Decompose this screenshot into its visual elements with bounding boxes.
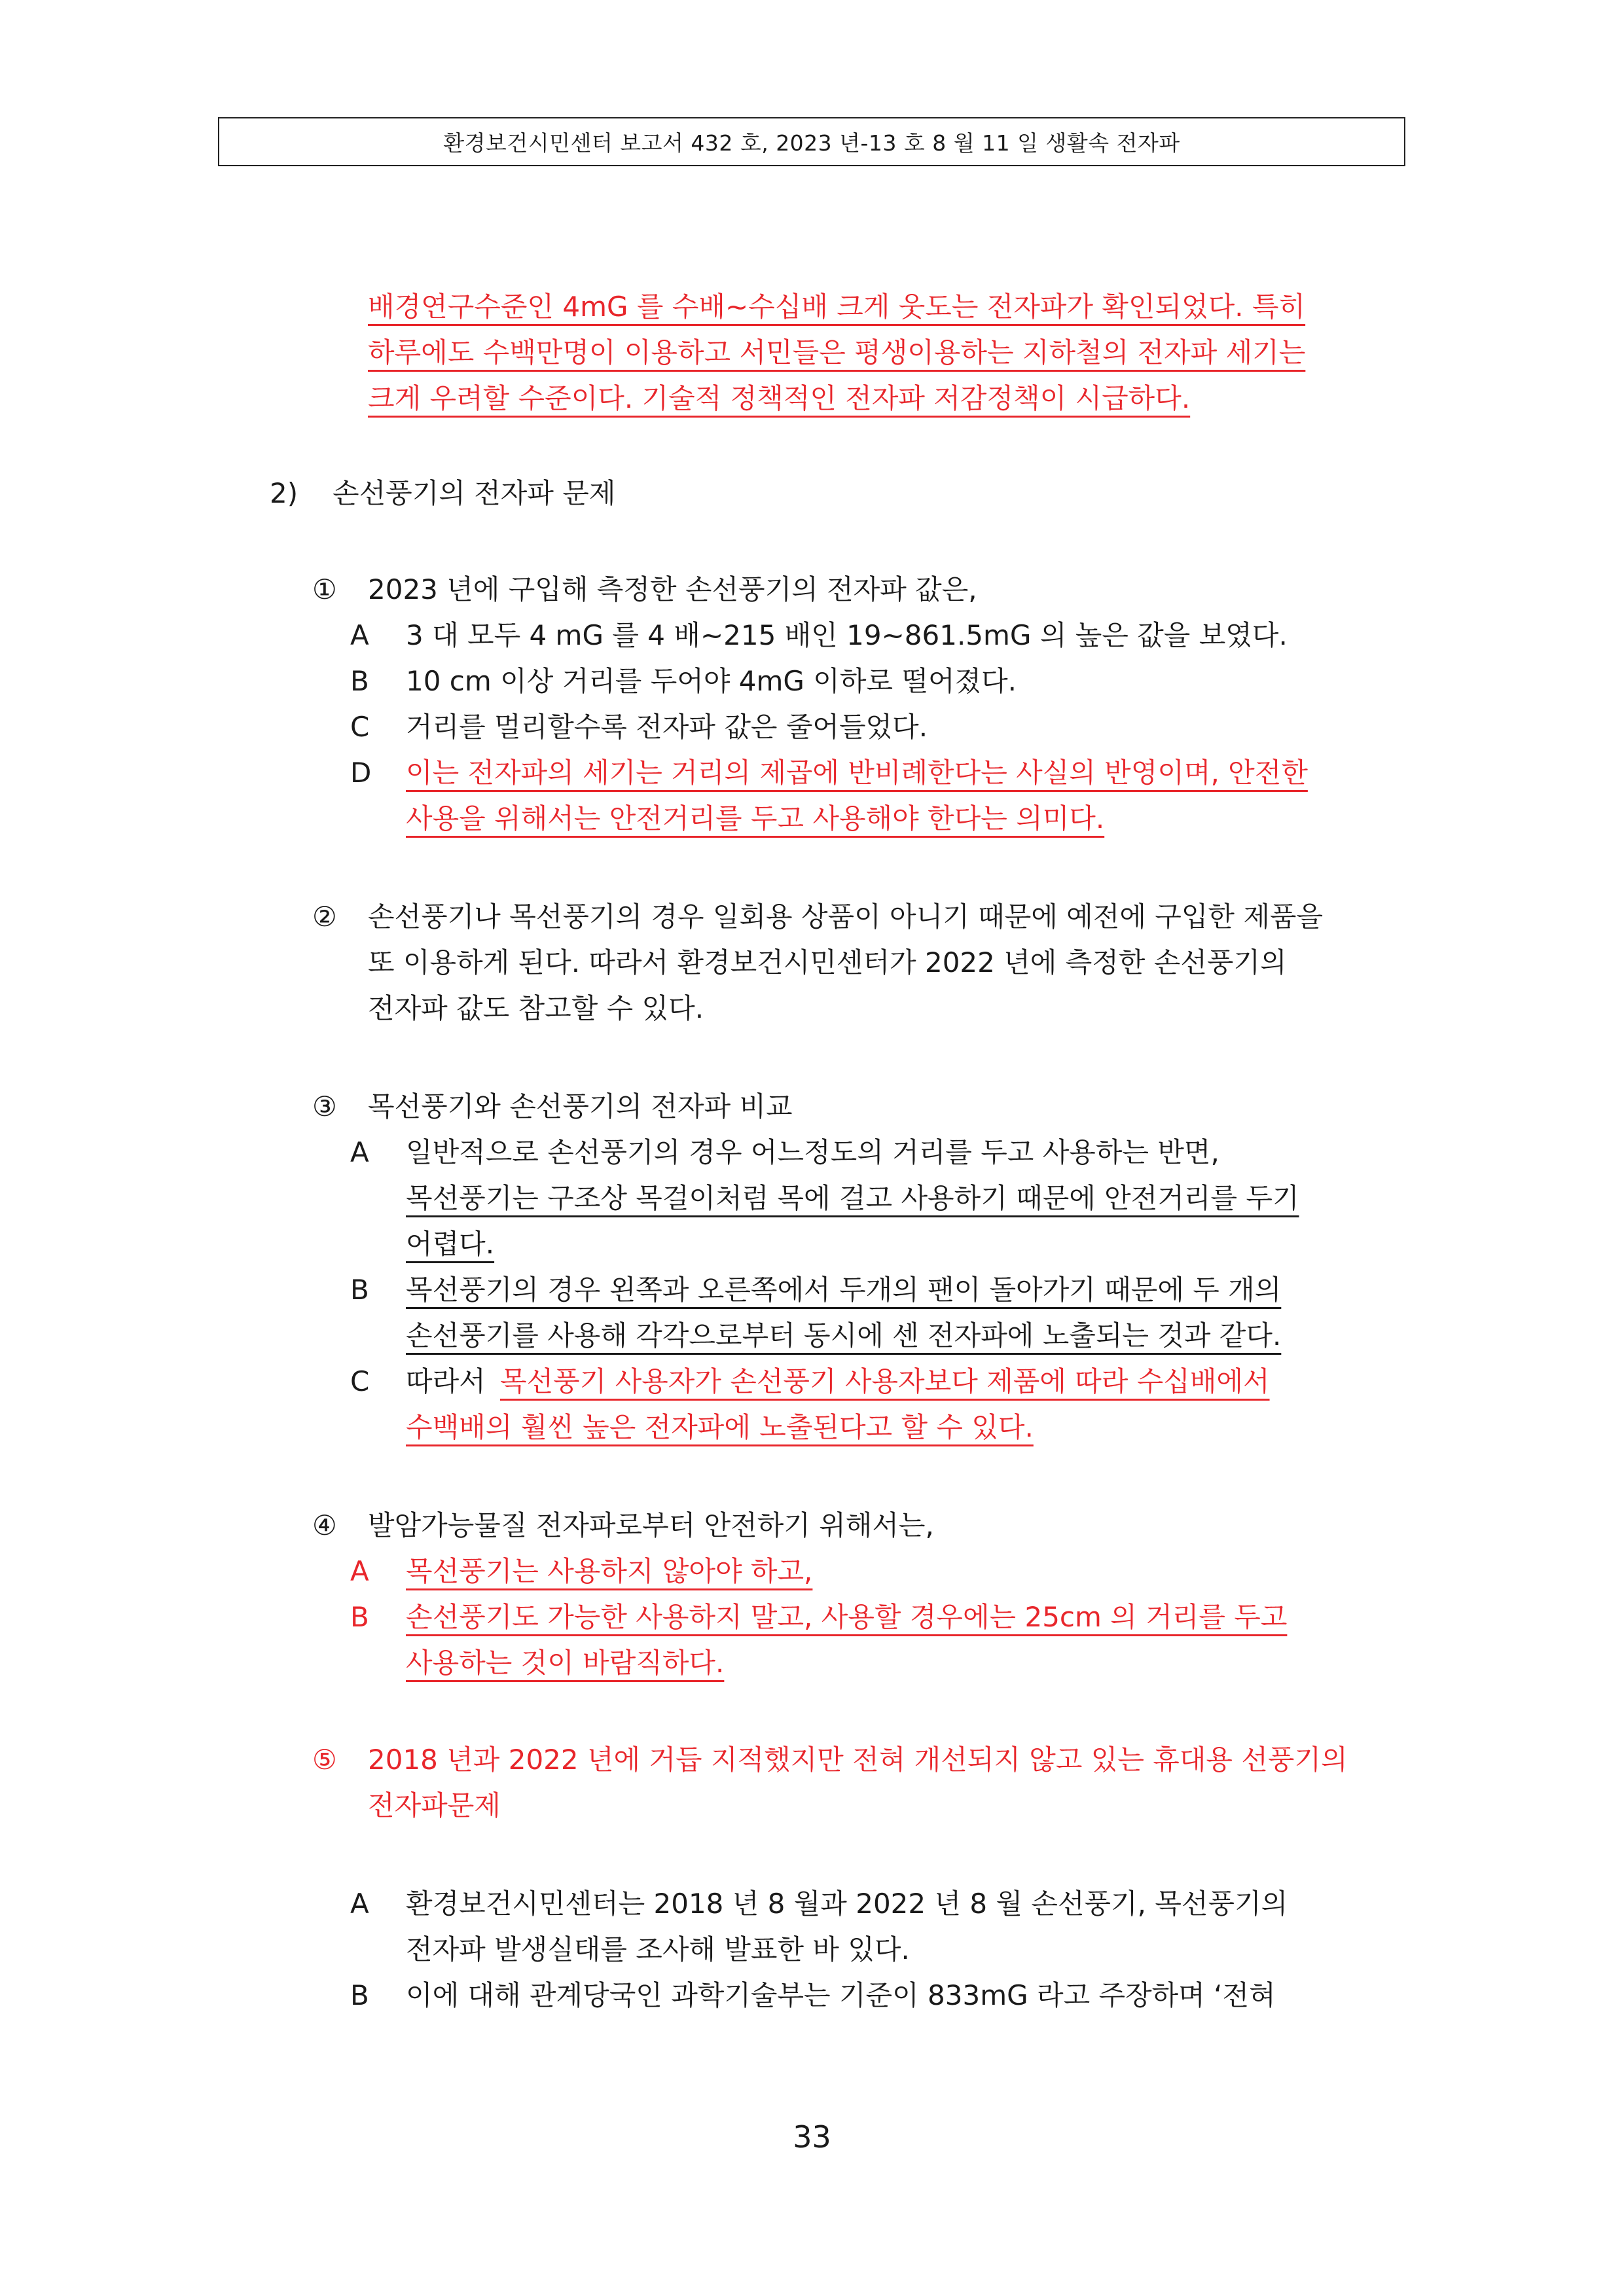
item-1-sub-a-text: 3 대 모두 4 mG 를 4 배~215 배인 19~861.5mG 의 높은 값을 보였다. (406, 619, 1288, 651)
item-5-sub-a-text-1: 환경보건시민센터는 2018 년 8 월과 2022 년 8 월 손선풍기, 목선풍기의 (406, 1888, 1288, 1920)
item-2-text-3: 전자파 값도 참고할 수 있다. (368, 992, 704, 1024)
report-header (218, 117, 1405, 166)
item-1-sub-b-marker: B (350, 665, 369, 697)
item-3-sub-a-text-1: 일반적으로 손선풍기의 경우 어느정도의 거리를 두고 사용하는 반면, (406, 1136, 1219, 1168)
intro-line-2: 하루에도 수백만명이 이용하고 서민들은 평생이용하는 지하철의 전자파 세기는 (368, 336, 1306, 368)
item-5-sub-a-text-2: 전자파 발생실태를 조사해 발표한 바 있다. (406, 1933, 910, 1965)
intro-line-1: 배경연구수준인 4mG 를 수배~수십배 크게 웃도는 전자파가 확인되었다. 특히 (368, 291, 1306, 323)
item-1-sub-c-marker: C (350, 711, 370, 743)
item-1-marker: ① (312, 573, 337, 605)
item-4-text: 발암가능물질 전자파로부터 안전하기 위해서는, (368, 1509, 934, 1541)
section-title: 손선풍기의 전자파 문제 (333, 477, 616, 509)
item-3-sub-c-text-1: 목선풍기 사용자가 손선풍기 사용자보다 제품에 따라 수십배에서 (500, 1365, 1270, 1397)
item-1-sub-b-text: 10 cm 이상 거리를 두어야 4mG 이하로 떨어졌다. (406, 665, 1017, 697)
item-5-marker: ⑤ (312, 1744, 337, 1776)
item-1-sub-d-marker: D (350, 757, 372, 789)
item-1-sub-a-marker: A (350, 619, 369, 651)
item-3-text: 목선풍기와 손선풍기의 전자파 비교 (368, 1090, 793, 1122)
item-3-sub-c-lead: 따라서 (406, 1365, 486, 1397)
item-4-sub-a-marker: A (350, 1555, 369, 1587)
item-2-marker: ② (312, 901, 337, 933)
section-number: 2) (270, 477, 298, 509)
item-5-text-2: 전자파문제 (368, 1789, 501, 1821)
item-4-sub-b-text-2: 사용하는 것이 바람직하다. (406, 1647, 725, 1679)
item-4-sub-b-marker: B (350, 1601, 369, 1633)
item-5-sub-a-marker: A (350, 1888, 369, 1920)
item-4-sub-b-text-1: 손선풍기도 가능한 사용하지 말고, 사용할 경우에는 25cm 의 거리를 두고 (406, 1601, 1288, 1633)
item-5-sub-b-text: 이에 대해 관계당국인 과학기술부는 기준이 833mG 라고 주장하며 ‘전혀 (406, 1979, 1276, 2011)
item-3-sub-c-marker: C (350, 1365, 370, 1397)
item-5-text-1: 2018 년과 2022 년에 거듭 지적했지만 전혀 개선되지 않고 있는 휴대용 선풍기의 (368, 1744, 1348, 1776)
intro-line-3: 크게 우려할 수준이다. 기술적 정책적인 전자파 저감정책이 시급하다. (368, 382, 1191, 414)
item-3-sub-a-text-3: 어렵다. (406, 1228, 495, 1260)
page-number: 33 (793, 2119, 831, 2155)
item-3-sub-a-marker: A (350, 1136, 369, 1168)
item-1-sub-d-text-2: 사용을 위해서는 안전거리를 두고 사용해야 한다는 의미다. (406, 802, 1105, 834)
item-2-text-2: 또 이용하게 된다. 따라서 환경보건시민센터가 2022 년에 측정한 손선풍기의 (368, 946, 1287, 978)
item-3-sub-b-text-1: 목선풍기의 경우 왼쪽과 오른쪽에서 두개의 팬이 돌아가기 때문에 두 개의 (406, 1274, 1282, 1306)
item-4-sub-a-text: 목선풍기는 사용하지 않아야 하고, (406, 1555, 813, 1587)
item-3-marker: ③ (312, 1090, 337, 1122)
item-4-marker: ④ (312, 1509, 337, 1541)
item-1-sub-d-text-1: 이는 전자파의 세기는 거리의 제곱에 반비례한다는 사실의 반영이며, 안전한 (406, 757, 1308, 789)
item-3-sub-c-text-2: 수백배의 훨씬 높은 전자파에 노출된다고 할 수 있다. (406, 1411, 1034, 1443)
item-3-sub-b-marker: B (350, 1274, 369, 1306)
report-header-title: 환경보건시민센터 보고서 432 호, 2023 년-13 호 8 월 11 일 생활속 전자파 (443, 130, 1180, 156)
item-1-text: 2023 년에 구입해 측정한 손선풍기의 전자파 값은, (368, 573, 977, 605)
item-5-sub-b-marker: B (350, 1979, 369, 2011)
item-1-sub-c-text: 거리를 멀리할수록 전자파 값은 줄어들었다. (406, 711, 928, 743)
item-3-sub-a-text-2: 목선풍기는 구조상 목걸이처럼 목에 걸고 사용하기 때문에 안전거리를 두기 (406, 1182, 1299, 1214)
item-2-text-1: 손선풍기나 목선풍기의 경우 일회용 상품이 아니기 때문에 예전에 구입한 제품을 (368, 901, 1324, 933)
item-3-sub-b-text-2: 손선풍기를 사용해 각각으로부터 동시에 센 전자파에 노출되는 것과 같다. (406, 1319, 1282, 1352)
